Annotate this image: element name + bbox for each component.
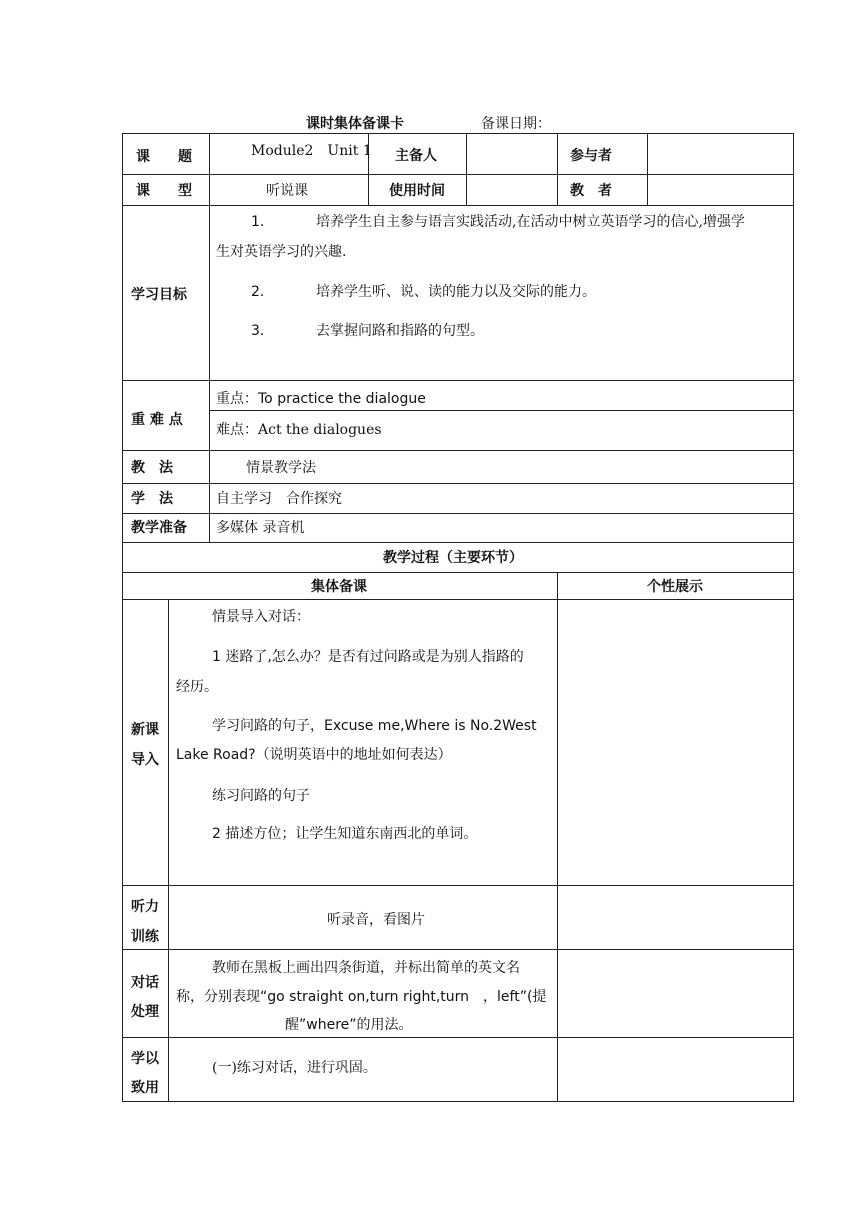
table-rule [122, 483, 794, 484]
card-title: 课时集体备课卡 [306, 116, 404, 132]
table-rule [647, 133, 648, 205]
goal-number: 1. [251, 214, 265, 230]
table-rule [122, 450, 794, 451]
type-label: 课 型 [136, 183, 192, 199]
table-rule [557, 133, 558, 205]
type-value: 听说课 [266, 183, 308, 199]
teacher-label: 教 者 [570, 183, 612, 199]
section-line: 听录音，看图片 [327, 912, 425, 928]
collective-column-header: 集体备课 [311, 579, 367, 595]
goals-label: 学习目标 [131, 287, 187, 303]
table-rule [122, 174, 794, 175]
method-label: 教 法 [131, 460, 173, 476]
section-line: 1 迷路了,怎么办？是否有过问路或是为别人指路的 [212, 649, 524, 665]
table-rule [122, 885, 794, 886]
table-border-bottom [122, 1101, 794, 1102]
table-rule [122, 949, 794, 950]
table-rule [168, 599, 169, 1102]
goal-text: 培养学生听、说、读的能力以及交际的能力。 [316, 284, 596, 300]
section-label: 处理 [131, 1004, 159, 1020]
learning-value: 自主学习 合作探究 [216, 491, 342, 507]
table-rule [122, 572, 794, 573]
participants-label: 参与者 [570, 148, 612, 164]
table-rule [209, 133, 210, 542]
goal-text: 去掌握问路和指路的句型。 [316, 323, 484, 339]
section-label: 训练 [131, 929, 159, 945]
preparer-label: 主备人 [395, 148, 437, 164]
table-border-right [793, 133, 794, 1102]
card-title-row [0, 113, 860, 133]
section-line: 教师在黑板上画出四条街道，并标出简单的英文名 [212, 960, 520, 976]
method-value: 情景教学法 [246, 460, 316, 476]
table-rule [466, 133, 467, 205]
topic-label: 课 题 [136, 149, 192, 165]
section-label: 对话 [131, 975, 159, 991]
section-line: Lake Road?（说明英语中的地址如何表达） [176, 747, 452, 763]
section-label: 致用 [131, 1080, 159, 1096]
table-border-top [122, 133, 794, 134]
preparation-value: 多媒体 录音机 [216, 520, 305, 536]
prep-date-label: 备课日期： [481, 116, 551, 132]
table-rule [122, 205, 794, 206]
section-line: (一)练习对话，进行巩固。 [212, 1060, 377, 1076]
section-line: 称，分别表现“go straight on,turn right,turn ，left”(提 [176, 989, 547, 1005]
section-label: 听力 [131, 899, 159, 915]
table-rule [122, 1037, 794, 1038]
table-rule [209, 410, 794, 411]
table-rule [122, 513, 794, 514]
section-label: 新课 [131, 722, 159, 738]
section-line: 情景导入对话： [212, 609, 310, 625]
personal-column-header: 个性展示 [647, 579, 703, 595]
section-line: 经历。 [176, 679, 218, 695]
table-rule [122, 542, 794, 543]
section-line: 学习问路的句子，Excuse me,Where is No.2West [212, 718, 537, 734]
table-rule [557, 572, 558, 1102]
topic-value: Module2 Unit 1 [251, 143, 372, 159]
keypoint-difficulty: 难点：Act the dialogues [216, 422, 382, 438]
time-label: 使用时间 [389, 183, 445, 199]
section-line: 醒”where”的用法。 [285, 1017, 413, 1033]
table-rule [122, 380, 794, 381]
section-line: 练习问路的句子 [212, 788, 310, 804]
goal-text: 培养学生自主参与语言实践活动,在活动中树立英语学习的信心,增强学 [316, 214, 745, 230]
table-rule [122, 599, 794, 600]
keypoints-label: 重 难 点 [131, 412, 183, 428]
section-label: 导入 [131, 752, 159, 768]
learning-label: 学 法 [131, 491, 173, 507]
goal-text-continued: 生对英语学习的兴趣. [216, 244, 347, 260]
table-border-left [122, 133, 123, 1102]
goal-number: 3. [251, 323, 265, 339]
keypoint-focus: 重点：To practice the dialogue [216, 391, 426, 407]
section-line: 2 描述方位；让学生知道东南西北的单词。 [212, 826, 478, 842]
section-label: 学以 [131, 1051, 159, 1067]
process-heading: 教学过程（主要环节） [383, 550, 523, 566]
preparation-label: 教学准备 [131, 520, 187, 536]
goal-number: 2. [251, 284, 265, 300]
